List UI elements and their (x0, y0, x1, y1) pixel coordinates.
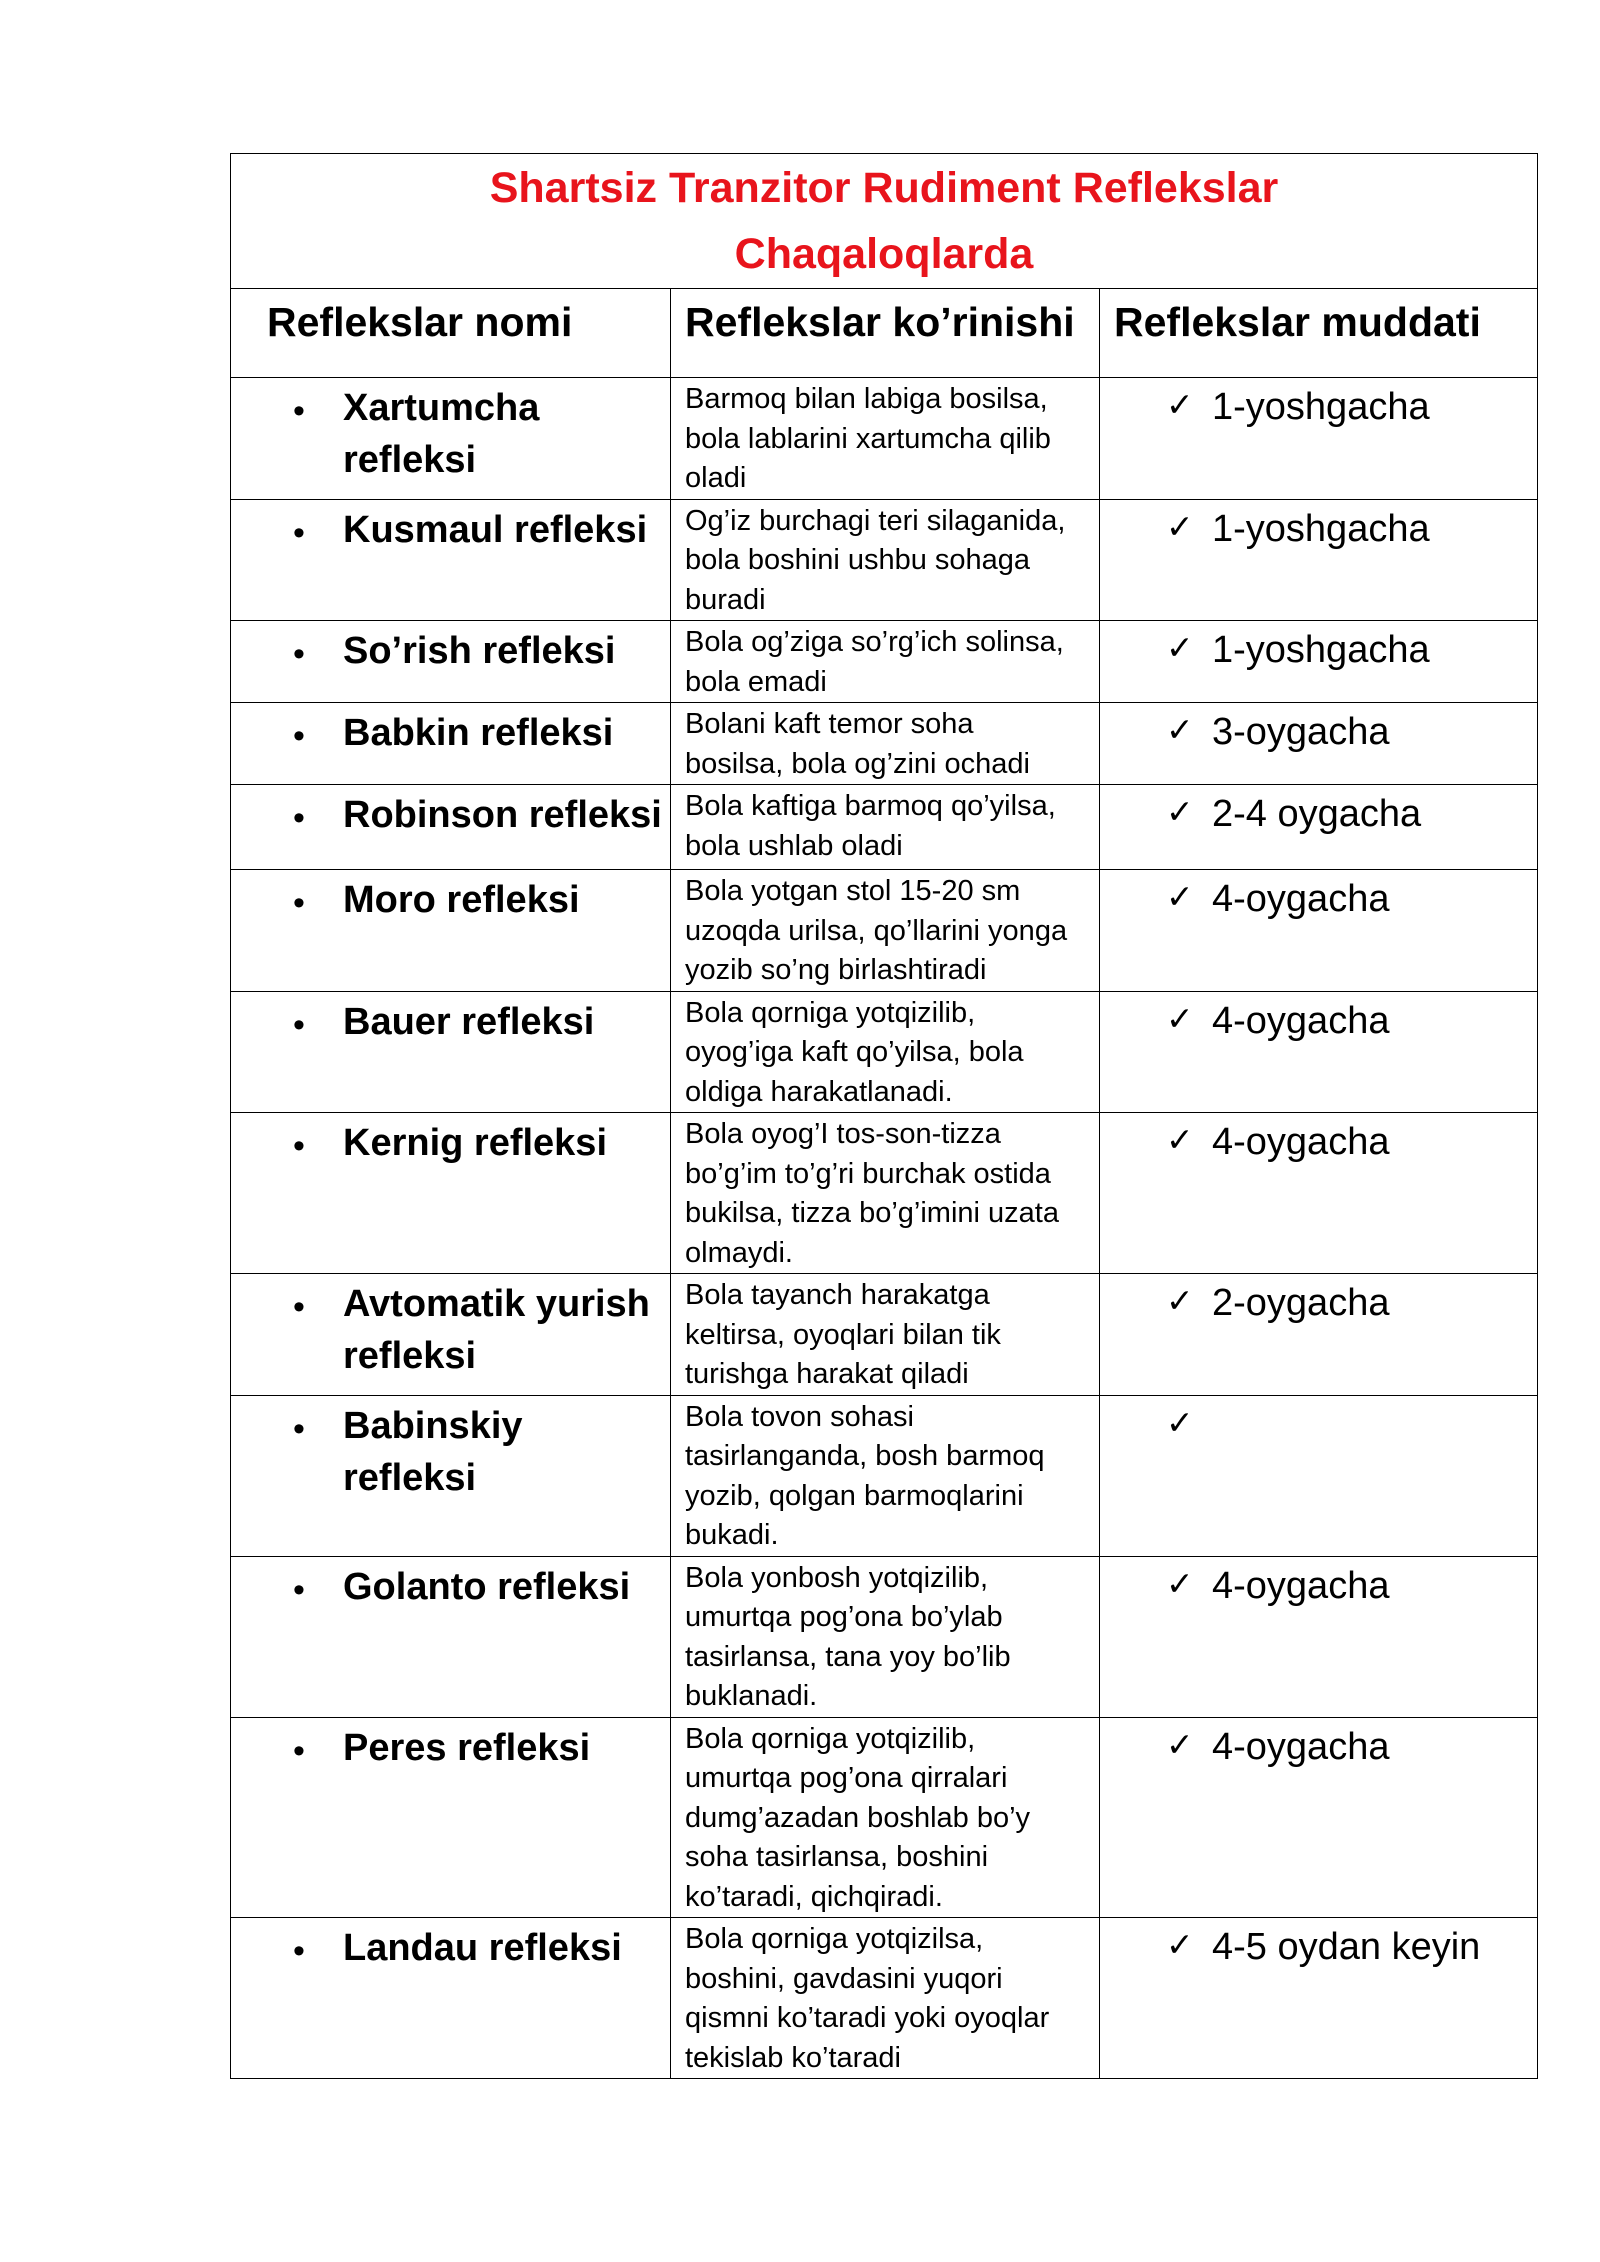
header-row (231, 289, 1538, 378)
checkmark-icon: ✓ (1166, 999, 1194, 1037)
reflex-duration: 1-yoshgacha (1212, 386, 1430, 428)
reflex-name: Golanto refleksi (343, 1565, 631, 1608)
table-row (231, 499, 1538, 621)
reflex-description-cell (671, 621, 1100, 703)
checkmark-icon: ✓ (1166, 1564, 1194, 1602)
reflex-name: Bauer refleksi (343, 1000, 595, 1043)
reflex-name: Peres refleksi (343, 1726, 591, 1769)
reflex-duration: 3-oygacha (1212, 711, 1390, 753)
reflex-name-cell (231, 785, 671, 870)
column-header-duration: Reflekslar muddati (1100, 289, 1538, 378)
reflex-duration-cell (1100, 785, 1538, 870)
checkmark-icon: ✓ (1166, 878, 1194, 915)
reflex-duration: 2-oygacha (1212, 1282, 1390, 1324)
reflex-name: Babinskiy refleksi (343, 1404, 523, 1499)
reflex-description-cell (671, 499, 1100, 621)
reflex-duration: 4-oygacha (1212, 1725, 1390, 1768)
reflex-description: Bola qorniga yotqizilsa, boshini, gavdasini yuqori qismni ko’taradi yoki oyoqlar tekislab ko’taradi (685, 1923, 1050, 2074)
reflex-description-cell (671, 1717, 1100, 1918)
checkmark-icon: ✓ (1166, 1926, 1194, 1963)
reflex-duration-cell (1100, 621, 1538, 703)
reflex-duration-cell (1100, 1395, 1538, 1556)
bullet-icon: • (293, 1409, 305, 1448)
column-header-name: Reflekslar nomi (231, 289, 671, 378)
reflex-name-cell (231, 378, 671, 500)
title-row (231, 154, 1538, 289)
reflex-duration-cell (1100, 1556, 1538, 1717)
reflex-duration-cell (1100, 1717, 1538, 1918)
reflex-name: Landau refleksi (343, 1927, 622, 1969)
reflex-duration-cell (1100, 1918, 1538, 2079)
bullet-icon: • (293, 635, 305, 673)
reflex-duration-cell (1100, 870, 1538, 992)
reflex-name-cell (231, 1274, 671, 1396)
reflex-name: Kernig refleksi (343, 1122, 607, 1164)
table-row (231, 1274, 1538, 1396)
reflex-name: Babkin refleksi (343, 712, 614, 754)
table-row (231, 621, 1538, 703)
reflex-duration-cell (1100, 1274, 1538, 1396)
reflex-name-cell (231, 621, 671, 703)
reflex-duration: 4-5 oydan keyin (1212, 1926, 1481, 1968)
checkmark-icon: ✓ (1166, 629, 1194, 666)
page-title: Shartsiz Tranzitor Rudiment Reflekslar Chaqaloqlarda (489, 164, 1279, 278)
reflex-name: Robinson refleksi (343, 794, 662, 836)
reflex-duration-cell (1100, 991, 1538, 1113)
reflex-duration: 2-4 oygacha (1212, 793, 1422, 835)
reflexes-table (230, 153, 1538, 2079)
bullet-icon: • (293, 1731, 305, 1770)
checkmark-icon: ✓ (1166, 711, 1194, 748)
table-row (231, 1395, 1538, 1556)
table-row (231, 1113, 1538, 1274)
column-header-description: Reflekslar ko’rinishi (671, 289, 1100, 378)
reflex-duration-cell (1100, 378, 1538, 500)
checkmark-icon: ✓ (1166, 1725, 1194, 1763)
bullet-icon: • (293, 513, 305, 552)
reflex-description-cell (671, 703, 1100, 785)
reflex-duration-cell (1100, 703, 1538, 785)
reflex-description-cell (671, 870, 1100, 992)
title-cell (231, 154, 1538, 289)
bullet-icon: • (293, 1932, 305, 1970)
reflex-name-cell (231, 1113, 671, 1274)
reflex-name: Moro refleksi (343, 879, 580, 921)
reflex-description-cell (671, 991, 1100, 1113)
reflex-name-cell (231, 1556, 671, 1717)
reflex-description-cell (671, 1556, 1100, 1717)
reflex-duration: 4-oygacha (1212, 1121, 1390, 1163)
reflex-description: Barmoq bilan labiga bosilsa, bola lablarini xartumcha qilib oladi (685, 383, 1051, 494)
bullet-icon: • (293, 799, 305, 837)
bullet-icon: • (293, 1570, 305, 1609)
reflex-description: Bola qorniga yotqizilib, umurtqa pog’ona qirralari dumg’azadan boshlab bo’y soha tasirlansa, boshini ko’taradi, qichqiradi. (685, 1722, 1031, 1913)
checkmark-icon: ✓ (1166, 1403, 1194, 1441)
checkmark-icon: ✓ (1166, 1121, 1194, 1158)
table-row (231, 1556, 1538, 1717)
bullet-icon: • (293, 717, 305, 755)
table-row (231, 378, 1538, 500)
reflex-description: Bola qorniga yotqizilib, oyog’iga kaft qo’yilsa, bola oldiga harakatlanadi. (685, 996, 1024, 1108)
reflex-description-cell (671, 1113, 1100, 1274)
reflex-duration: 1-yoshgacha (1212, 507, 1430, 550)
reflex-description-cell (671, 1395, 1100, 1556)
table-row (231, 1918, 1538, 2079)
reflex-name: Xartumcha refleksi (343, 387, 540, 481)
reflex-description-cell (671, 1918, 1100, 2079)
reflex-name: Avtomatik yurish refleksi (343, 1283, 650, 1377)
table-row (231, 785, 1538, 870)
reflex-description-cell (671, 1274, 1100, 1396)
reflex-duration-cell (1100, 1113, 1538, 1274)
table-row (231, 703, 1538, 785)
reflex-name: So’rish refleksi (343, 630, 616, 672)
table-row (231, 991, 1538, 1113)
reflex-duration: 4-oygacha (1212, 999, 1390, 1042)
reflex-description: Bola og’ziga so’rg’ich solinsa, bola emadi (685, 626, 1064, 698)
checkmark-icon: ✓ (1166, 793, 1194, 830)
reflex-name-cell (231, 1918, 671, 2079)
reflex-name-cell (231, 870, 671, 992)
reflex-duration-cell (1100, 499, 1538, 621)
bullet-icon: • (293, 1005, 305, 1044)
reflex-description-cell (671, 378, 1100, 500)
reflex-name-cell (231, 703, 671, 785)
reflex-name-cell (231, 1395, 671, 1556)
reflex-name-cell (231, 499, 671, 621)
table-body (231, 378, 1538, 2079)
table-row (231, 1717, 1538, 1918)
reflex-name-cell (231, 1717, 671, 1918)
bullet-icon: • (293, 392, 305, 430)
reflex-description: Bola kaftiga barmoq qo’yilsa, bola ushlab oladi (685, 790, 1056, 862)
reflex-duration: 4-oygacha (1212, 1564, 1390, 1607)
checkmark-icon: ✓ (1166, 507, 1194, 545)
reflex-description: Og’iz burchagi teri silaganida, bola boshini ushbu sohaga buradi (685, 504, 1066, 616)
reflex-description: Bola yotgan stol 15-20 sm uzoqda urilsa, qo’llarini yonga yozib so’ng birlashtiradi (685, 875, 1068, 986)
table-row (231, 870, 1538, 992)
checkmark-icon: ✓ (1166, 386, 1194, 423)
reflex-description: Bola oyog’I tos-son-tizza bo’g’im to’g’ri burchak ostida bukilsa, tizza bo’g’imini uzata olmaydi. (685, 1118, 1059, 1269)
bullet-icon: • (293, 1288, 305, 1326)
reflex-duration: 4-oygacha (1212, 878, 1390, 920)
reflex-description: Bola tovon sohasi tasirlanganda, bosh barmoq yozib, qolgan barmoqlarini bukadi. (685, 1400, 1045, 1551)
reflex-name-cell (231, 991, 671, 1113)
reflex-name: Kusmaul refleksi (343, 508, 648, 551)
reflex-description-cell (671, 785, 1100, 870)
reflex-description: Bola tayanch harakatga keltirsa, oyoqlari bilan tik turishga harakat qiladi (685, 1279, 1001, 1390)
bullet-icon: • (293, 884, 305, 922)
bullet-icon: • (293, 1127, 305, 1165)
reflex-description: Bolani kaft temor soha bosilsa, bola og’zini ochadi (685, 708, 1030, 780)
reflex-duration: 1-yoshgacha (1212, 629, 1430, 671)
checkmark-icon: ✓ (1166, 1282, 1194, 1319)
reflex-description: Bola yonbosh yotqizilib, umurtqa pog’ona bo’ylab tasirlansa, tana yoy bo’lib buklanadi. (685, 1561, 1011, 1712)
